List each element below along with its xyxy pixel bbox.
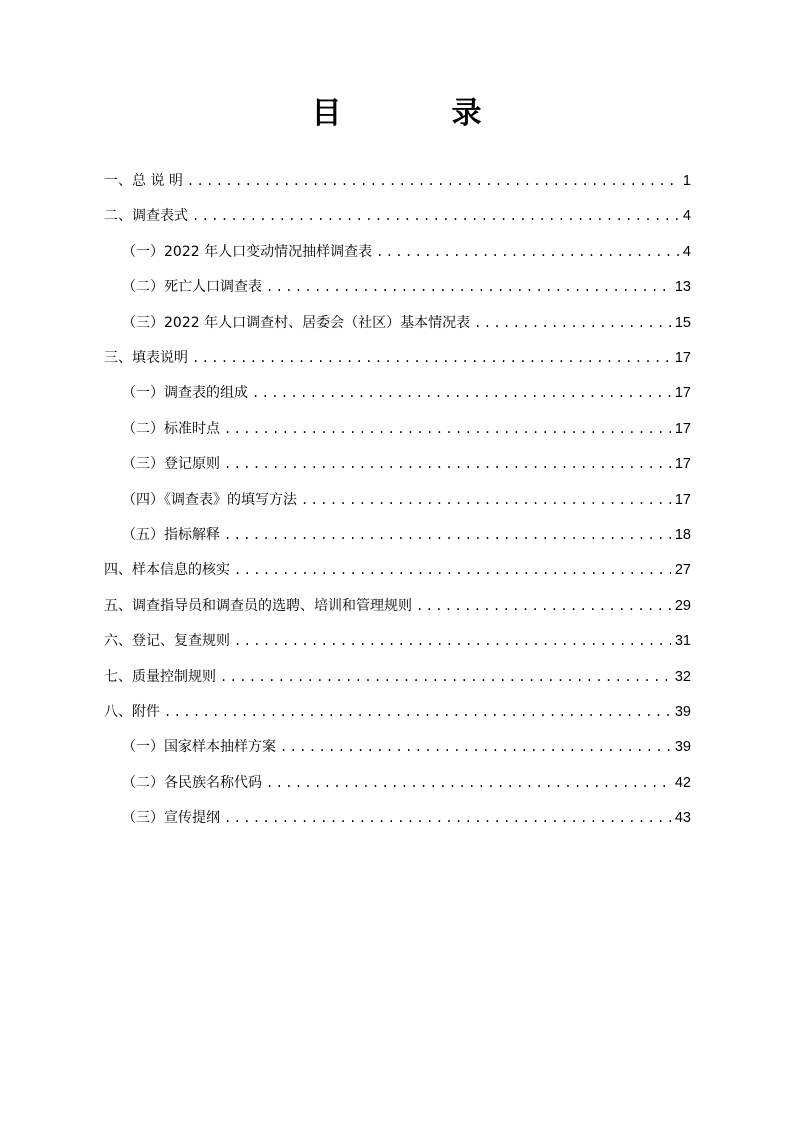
toc-entry-page-number: 31 bbox=[674, 633, 691, 650]
toc-entry[interactable] bbox=[104, 697, 691, 727]
toc-entry-page-number: 43 bbox=[674, 810, 691, 827]
toc-entry[interactable] bbox=[122, 520, 691, 550]
toc-entry-page-number: 18 bbox=[674, 527, 691, 543]
toc-dot-leader bbox=[266, 768, 671, 798]
toc-entry-page-number: 17 bbox=[674, 420, 691, 437]
toc-entry-page-number: 15 bbox=[674, 314, 691, 331]
toc-entry[interactable] bbox=[122, 272, 691, 302]
toc-entry-label: （三）宣传提纲 bbox=[122, 810, 220, 827]
toc-dot-leader bbox=[234, 626, 671, 656]
toc-dot-leader bbox=[192, 343, 671, 373]
toc-dot-leader bbox=[192, 201, 679, 231]
toc-dot-leader bbox=[224, 520, 671, 550]
toc-entry[interactable] bbox=[122, 803, 691, 833]
toc-entry-label: （三）2022 年人口调查村、居委会（社区）基本情况表 bbox=[122, 314, 471, 331]
toc-dot-leader bbox=[224, 449, 671, 479]
toc-entry-page-number: 29 bbox=[674, 597, 691, 614]
toc-entry-label: 八、附件 bbox=[104, 704, 160, 720]
toc-entry-page-number: 4 bbox=[682, 208, 691, 225]
toc-entry[interactable] bbox=[104, 343, 691, 373]
toc-entry-label: 二、调查表式 bbox=[104, 208, 188, 225]
toc-entry-label: （二）各民族名称代码 bbox=[122, 774, 262, 791]
toc-entry[interactable] bbox=[104, 201, 691, 231]
toc-entry[interactable] bbox=[122, 414, 691, 444]
toc-dot-leader bbox=[416, 591, 671, 621]
toc-entry-label: 五、调查指导员和调查员的选聘、培训和管理规则 bbox=[104, 597, 412, 614]
toc-dot-leader bbox=[474, 308, 671, 338]
toc-entry-label: 三、填表说明 bbox=[104, 350, 188, 366]
toc-dot-leader bbox=[301, 485, 671, 515]
toc-entry-label: （一）调查表的组成 bbox=[122, 385, 248, 402]
toc-entry[interactable] bbox=[104, 591, 691, 621]
toc-entry-label: 六、登记、复查规则 bbox=[104, 633, 230, 650]
page-title: 目 录 bbox=[311, 96, 522, 131]
toc-dot-leader bbox=[224, 414, 671, 444]
toc-entry-label: 一、总 说 明 bbox=[104, 173, 183, 189]
toc-entry[interactable] bbox=[122, 768, 691, 798]
toc-entry-label: （二）标准时点 bbox=[122, 420, 220, 437]
toc-entry-label: （一）2022 年人口变动情况抽样调查表 bbox=[122, 243, 373, 260]
toc-entry-page-number: 17 bbox=[674, 456, 691, 473]
toc-dot-leader bbox=[252, 378, 671, 408]
toc-entry-page-number: 39 bbox=[674, 704, 691, 720]
toc-entry-page-number: 17 bbox=[674, 350, 691, 366]
toc-entry-page-number: 17 bbox=[674, 385, 691, 402]
toc-dot-leader bbox=[266, 272, 671, 302]
toc-entry-page-number: 39 bbox=[674, 739, 691, 756]
toc-dot-leader bbox=[234, 555, 671, 585]
toc-dot-leader bbox=[164, 697, 671, 727]
toc-entry-label: 四、样本信息的核实 bbox=[104, 562, 230, 579]
toc-dot-leader bbox=[224, 803, 671, 833]
toc-entry[interactable] bbox=[122, 308, 691, 338]
toc-dot-leader bbox=[376, 237, 679, 267]
toc-entry-page-number: 13 bbox=[674, 279, 691, 296]
toc-entry[interactable] bbox=[104, 626, 691, 656]
toc-entry-label: （五）指标解释 bbox=[122, 527, 220, 543]
toc-entry[interactable] bbox=[122, 237, 691, 267]
toc-entry-page-number: 32 bbox=[674, 668, 691, 685]
toc-entry[interactable] bbox=[122, 449, 691, 479]
toc-entry[interactable] bbox=[122, 732, 691, 762]
toc-entry-page-number: 42 bbox=[674, 774, 691, 791]
toc-dot-leader bbox=[280, 732, 671, 762]
toc-entry-page-number: 1 bbox=[682, 173, 691, 189]
toc-dot-leader bbox=[187, 166, 679, 196]
toc-entry-page-number: 27 bbox=[674, 562, 691, 579]
toc-entry[interactable] bbox=[122, 485, 691, 515]
toc-entry-label: 七、质量控制规则 bbox=[104, 668, 216, 685]
toc-dot-leader bbox=[220, 662, 671, 692]
toc-entry-label: （二）死亡人口调查表 bbox=[122, 279, 262, 296]
toc-entry-page-number: 17 bbox=[674, 491, 691, 508]
toc-entry-label: （一）国家样本抽样方案 bbox=[122, 739, 276, 756]
toc-entry[interactable] bbox=[104, 555, 691, 585]
toc-entry-label: （四）《调查表》的填写方法 bbox=[122, 491, 297, 508]
toc-entry-page-number: 4 bbox=[682, 243, 691, 260]
toc-entry[interactable] bbox=[122, 378, 691, 408]
toc-entry-label: （三）登记原则 bbox=[122, 456, 220, 473]
toc-entry[interactable] bbox=[104, 166, 691, 196]
toc-entry[interactable] bbox=[104, 662, 691, 692]
